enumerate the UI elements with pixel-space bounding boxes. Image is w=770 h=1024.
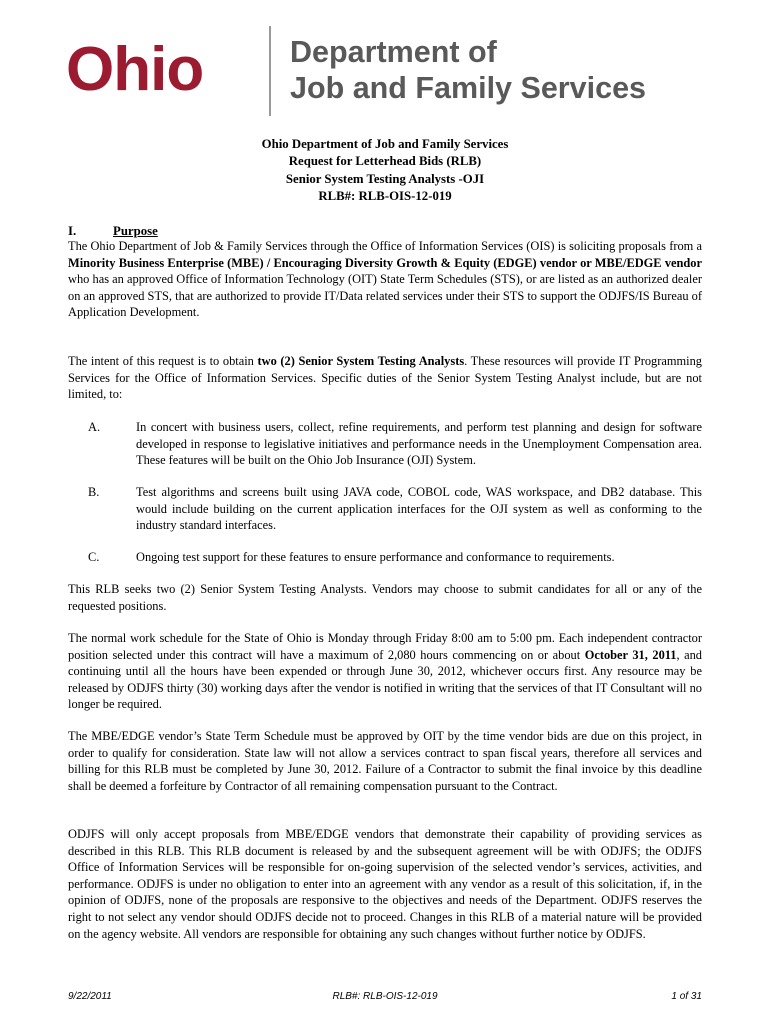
title-line-3: Senior System Testing Analysts -OJI [285,171,485,186]
positions-paragraph: This RLB seeks two (2) Senior System Testing Analysts. Vendors may choose to submit candidates for all or any of the requested positions. [68,582,702,613]
footer-date: 9/22/2011 [68,991,112,1002]
letterhead-divider [269,26,271,116]
purpose-vendor-type: Minority Business Enterprise (MBE) / Encouraging Diversity Growth & Equity (EDGE) vendor or MBE/EDGE vendor [68,255,702,270]
page-footer [68,990,702,1006]
title-line-2: Request for Letterhead Bids (RLB) [288,154,482,169]
department-name [290,34,646,106]
schedule-text-2: , and continuing until all the hours have been expended or through June 30, 2012, whichever occurs first. Any resource may be released by ODJFS thirty (30) working days after the vendor is notified in writing that the services of that IT Consultant will no longer be required. [68,647,703,712]
title-line-1: Ohio Department of Job and Family Services [261,137,509,151]
duty-text: In concert with business users, collect, refine requirements, and perform test planning and design for software developed in response to legislative initiatives and performance needs in the Unemployment Compensation area. These features will be built on the Ohio Job Insurance (OJI) System. [136,420,702,468]
schedule-text-1: The normal work schedule for the State of Ohio is Monday through Friday 8:00 am to 5:00 pm. Each independent contractor position selected under this contract will have a maximum of 2,080 hours commencing on or about [68,631,702,662]
intent-text-2: . These resources will provide IT Programming Services for the Office of Information Services. Specific duties of the Senior System Testing Analyst include, but are not limited, to: [68,354,702,402]
department-name-line-2: Job and Family Services [290,71,646,105]
purpose-paragraph [68,238,702,321]
purpose-text-2: who has an approved Office of Information Technology (OIT) State Term Schedules (STS), or are listed as an authorized dealer on an approved STS, that are authorized to provide IT/Data related services under their STS to support the ODJFS/IS Bureau of Application Development. [68,272,702,320]
duty-marker: B. [88,485,100,499]
letterhead [66,26,646,116]
footer-reference: RLB#: RLB-OIS-12-019 [332,991,438,1002]
duty-text: Test algorithms and screens built using JAVA code, COBOL code, WAS workspace, and DB2 database. This would include building on the current application interfaces for the OJI system as well as conforming to the industry standard interfaces. [136,485,702,533]
title-line-4: RLB#: RLB-OIS-12-019 [318,189,452,204]
intent-text-1: The intent of this request is to obtain [68,354,258,368]
duty-text: Ongoing test support for these features to ensure performance and conformance to requirements. [136,550,615,564]
section-number: I. [68,224,77,238]
schedule-paragraph [68,630,702,713]
sts-approval-paragraph: The MBE/EDGE vendor’s State Term Schedule must be approved by OIT by the time vendor bids are due on this project, in order to qualify for consideration. State law will not allow a services contract to span fiscal years, therefore all services and billing for this RLB must be completed by June 30, 2012. Failure of a Contractor to submit the final invoice by this deadline shall be deemed a forfeiture by Contractor of all remaining compensation pursuant to the Contract. [68,729,702,793]
page-number: 1 of 31 [671,991,702,1002]
ohio-logo: Ohio [66,35,204,104]
intent-positions: two (2) Senior System Testing Analysts [257,354,465,368]
purpose-text-1: The Ohio Department of Job & Family Services through the Office of Information Services (OIS) is soliciting proposals from a [68,239,702,253]
acceptance-paragraph: ODJFS will only accept proposals from MBE/EDGE vendors that demonstrate their capability of providing services as described in this RLB. This RLB document is released by and the subsequent agreement will be with ODJFS; the ODJFS Office of Information Services will be responsible for on-going supervision of the selected vendor’s services, activities, and performance. ODJFS is under no obligation to enter into an agreement with any vendor as a result of this solicitation, if, in the opinion of ODJFS, none of the proposals are responsive to the objectives and needs of the Department. ODJFS reserves the right to not select any vendor should ODJFS decide not to proceed. Changes in this RLB of a material nature will be provided on the agency website. All vendors are responsible for obtaining any such changes without further notice by ODJFS. [68,827,702,941]
intent-paragraph [68,353,702,403]
duty-marker: A. [88,420,101,434]
schedule-start-date: October 31, 2011 [584,647,677,662]
section-title: Purpose [113,224,158,238]
department-name-line-1: Department of [290,35,497,69]
document-title [0,136,770,206]
duty-marker: C. [88,550,100,564]
